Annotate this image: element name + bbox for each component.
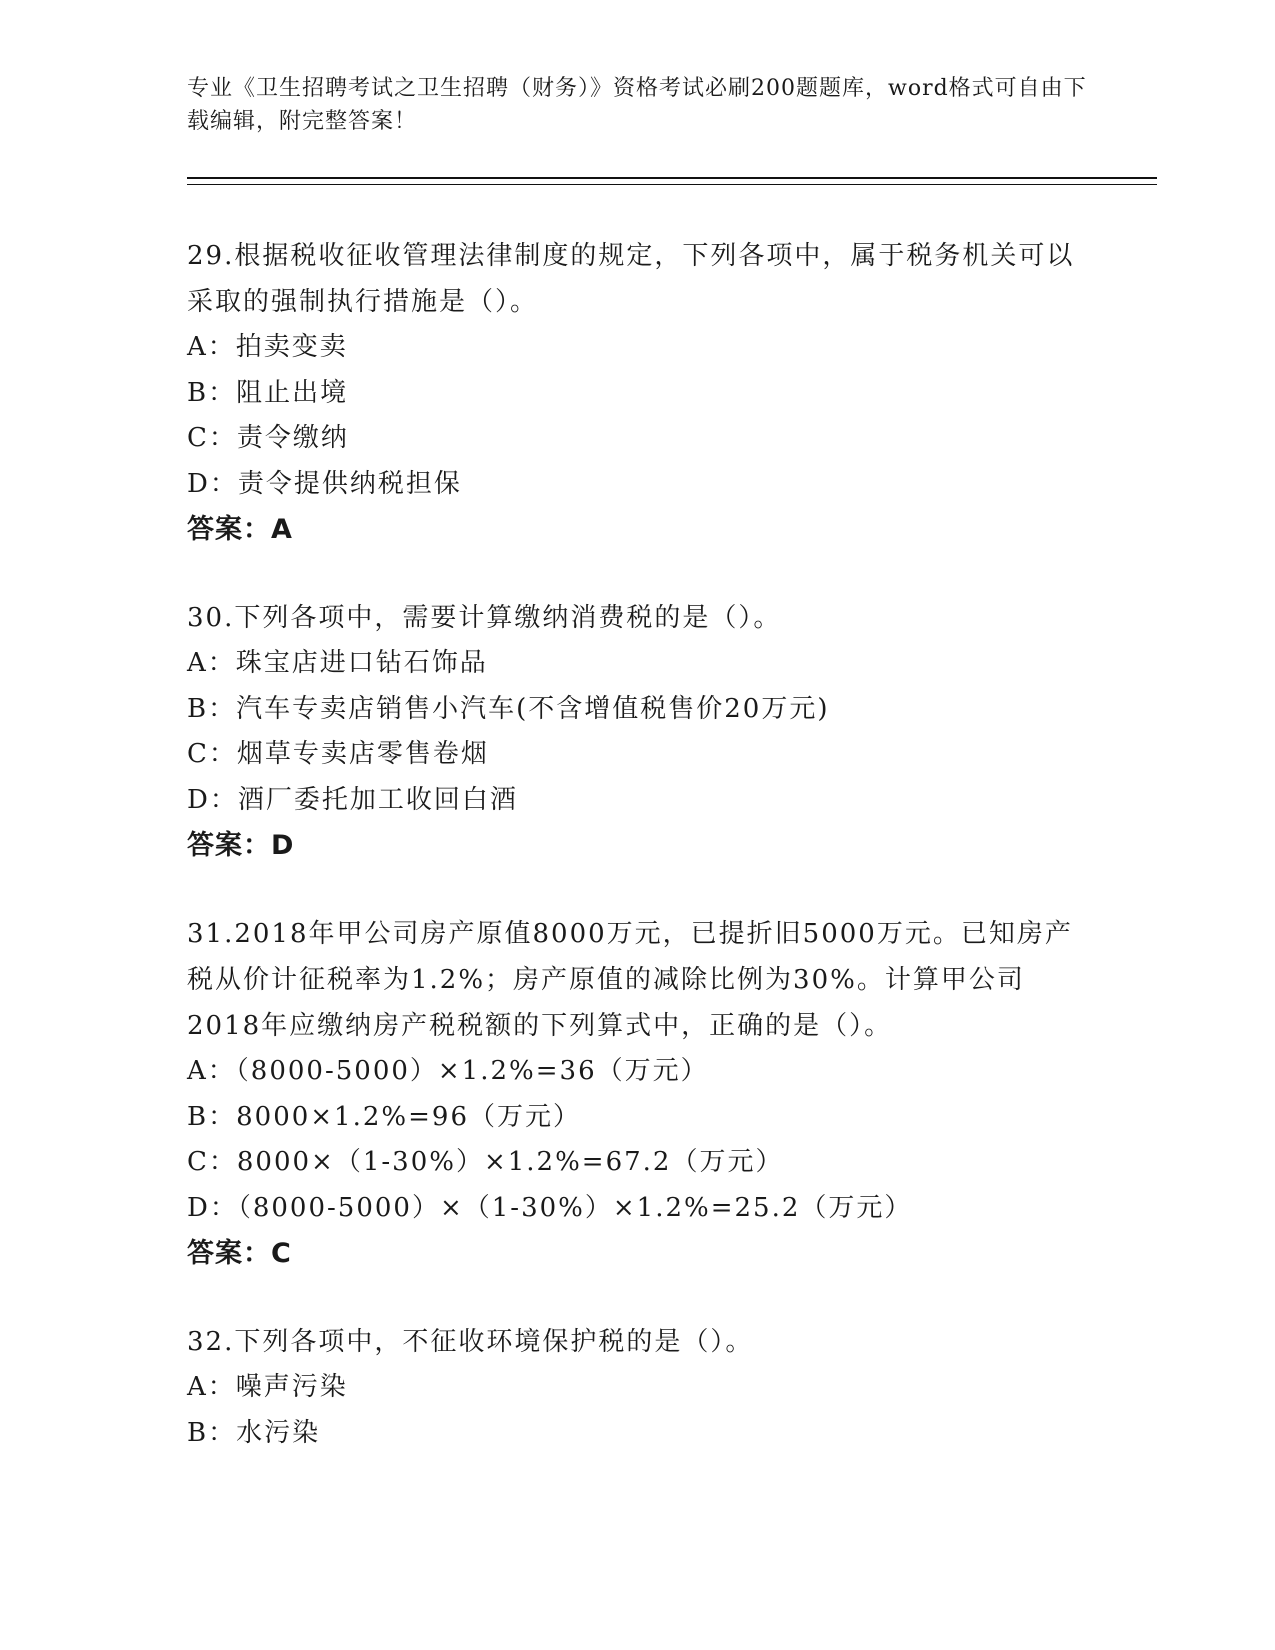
option-b: B：汽车专卖店销售小汽车(不含增值税售价20万元) — [187, 693, 830, 724]
header-divider — [187, 177, 1157, 185]
question-text: 31.2018年甲公司房产原值8000万元，已提折旧5000万元。已知房产税从价计征税率为1.2%；房产原值的减除比例为30%。计算甲公司2018年应缴纳房产税税额的下列算式中，正确的是（）。 — [187, 919, 1073, 1041]
question-list — [187, 233, 1087, 1498]
option-d: D：酒厂委托加工收回白酒 — [187, 784, 518, 815]
answer-label: 答案：A — [187, 514, 293, 545]
option-c: C：8000×（1-30%）×1.2%=67.2（万元） — [187, 1147, 784, 1177]
option-a: A：噪声污染 — [187, 1372, 348, 1402]
question-text: 30.下列各项中，需要计算缴纳消费税的是（）。 — [187, 603, 782, 633]
question-31 — [187, 911, 1087, 1277]
question-30 — [187, 595, 1087, 869]
answer-label: 答案：D — [187, 830, 295, 861]
option-b: B：水污染 — [187, 1417, 321, 1448]
option-c: C：烟草专卖店零售卷烟 — [187, 739, 489, 769]
answer-label: 答案：C — [187, 1238, 292, 1269]
question-text: 32.下列各项中，不征收环境保护税的是（）。 — [187, 1327, 754, 1357]
option-c: C：责令缴纳 — [187, 423, 349, 453]
question-29 — [187, 233, 1087, 553]
question-text: 29.根据税收征收管理法律制度的规定，下列各项中，属于税务机关可以采取的强制执行措施是（）。 — [187, 241, 1075, 317]
option-a: A：（8000-5000）×1.2%=36（万元） — [187, 1056, 709, 1086]
option-b: B：8000×1.2%=96（万元） — [187, 1101, 581, 1132]
option-d: D：责令提供纳税担保 — [187, 468, 462, 499]
option-a: A：拍卖变卖 — [187, 332, 348, 362]
document-header: 专业《卫生招聘考试之卫生招聘（财务）》资格考试必刷200题题库，word格式可自由下载编辑，附完整答案！ — [187, 76, 1087, 134]
question-32 — [187, 1319, 1087, 1456]
option-a: A：珠宝店进口钻石饰品 — [187, 648, 488, 678]
option-b: B：阻止出境 — [187, 377, 349, 408]
option-d: D：（8000-5000）×（1-30%）×1.2%=25.2（万元） — [187, 1192, 913, 1223]
